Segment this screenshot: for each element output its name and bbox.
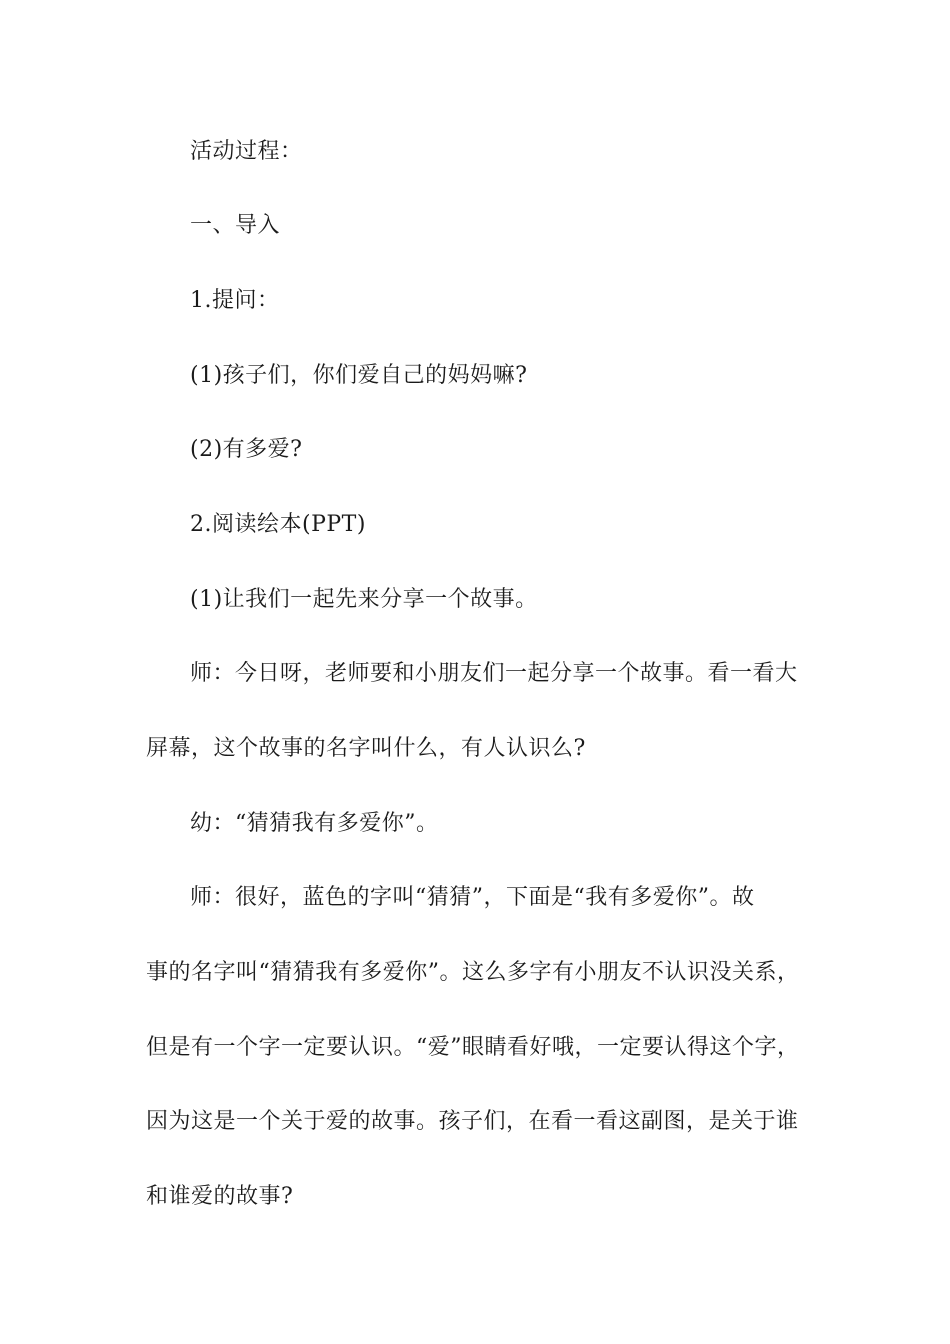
paragraph-teacher-2-line-1: 师：很好，蓝色的字叫“猜猜”，下面是“我有多爱你”。故 [190, 885, 755, 910]
section-heading-intro: 一、导入 [190, 213, 281, 238]
paragraph-question-1: (1)孩子们，你们爱自己的妈妈嘛? [190, 363, 528, 388]
paragraph-reading-1: (1)让我们一起先来分享一个故事。 [190, 587, 538, 612]
paragraph-activity-process: 活动过程： [190, 139, 303, 164]
paragraph-teacher-2-line-2: 事的名字叫“猜猜我有多爱你”。这么多字有小朋友不认识没关系， [146, 960, 800, 985]
paragraph-question-2: (2)有多爱? [190, 437, 303, 462]
paragraph-reading-heading: 2.阅读绘本(PPT) [190, 512, 366, 537]
paragraph-teacher-1-line-2: 屏幕，这个故事的名字叫什么，有人认识么? [146, 736, 586, 761]
paragraph-question-heading: 1.提问： [190, 288, 280, 313]
paragraph-teacher-1-line-1: 师：今日呀，老师要和小朋友们一起分享一个故事。看一看大 [190, 661, 798, 686]
paragraph-teacher-2-line-5: 和谁爱的故事? [146, 1184, 294, 1209]
paragraph-teacher-2-line-4: 因为这是一个关于爱的故事。孩子们，在看一看这副图，是关于谁 [146, 1109, 799, 1134]
paragraph-child-answer: 幼：“猜猜我有多爱你”。 [190, 811, 439, 836]
paragraph-teacher-2-line-3: 但是有一个字一定要认识。“爱”眼睛看好哦，一定要认得这个字， [146, 1035, 800, 1060]
